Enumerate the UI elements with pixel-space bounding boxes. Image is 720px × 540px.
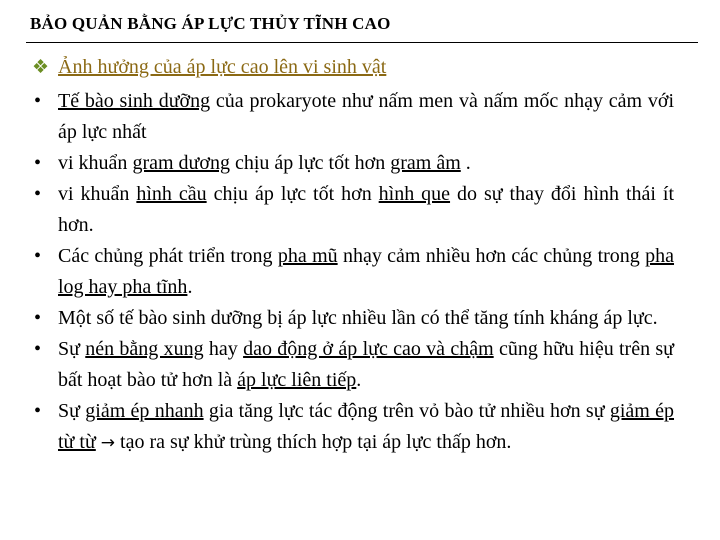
- bullet-item: [34, 303, 674, 334]
- bullet-text: gia tăng lực tác động trên vỏ bào tử nhiều hơn sự: [203, 400, 610, 422]
- bullet-item: [34, 148, 674, 179]
- underlined-term: Tế bào sinh dưỡng: [58, 90, 211, 112]
- bullet-item: [34, 86, 674, 148]
- bullet-list: [34, 86, 674, 459]
- underlined-term: hình cầu: [136, 183, 207, 205]
- bullet-text: .: [356, 369, 362, 391]
- underlined-term: gram âm: [390, 152, 461, 174]
- underlined-term: dao động ở áp lực cao và chậm: [243, 338, 494, 360]
- bullet-text: của prokaryote như nấm men và nấm mốc nhạy cảm với áp lực nhất: [58, 90, 674, 143]
- slide-title: BẢO QUẢN BẰNG ÁP LỰC THỦY TĨNH CAO: [30, 14, 391, 33]
- bullet-text: vi khuẩn: [58, 183, 137, 205]
- underlined-term: áp lực liên tiếp: [237, 369, 357, 391]
- underlined-term: giảm ép từ từ: [58, 400, 675, 453]
- underlined-term: pha mũ: [277, 245, 338, 267]
- title-divider: [26, 42, 698, 43]
- bullet-item: [34, 179, 674, 241]
- bullet-item: [34, 396, 674, 459]
- bullet-text: Một số tế bào sinh dưỡng bị áp lực nhiều lần có thể tăng tính kháng áp lực.: [58, 307, 658, 329]
- bullet-text: Sự: [58, 338, 86, 360]
- right-arrow-icon: →: [100, 433, 116, 453]
- bullet-text: .: [187, 276, 193, 298]
- diamond-bullet-icon: ❖: [32, 57, 50, 78]
- underlined-term: gram dương: [132, 152, 230, 174]
- section-heading: [32, 54, 386, 81]
- bullet-item: [34, 241, 674, 303]
- bullet-text: vi khuẩn: [58, 152, 133, 174]
- bullet-text: chịu áp lực tốt hơn: [206, 183, 379, 205]
- bullet-item: [34, 334, 674, 396]
- bullet-text: tạo ra sự khử trùng thích hợp tại áp lực thấp hơn.: [115, 431, 512, 453]
- section-heading-text: Ảnh hưởng của áp lực cao lên vi sinh vật: [58, 56, 387, 78]
- underlined-term: hình que: [378, 183, 451, 205]
- bullet-text: .: [460, 152, 471, 174]
- bullet-text: do sự thay đổi hình thái ít hơn.: [58, 183, 675, 236]
- bullet-text: Các chủng phát triển trong: [58, 245, 278, 267]
- underlined-term: pha log hay pha tĩnh: [58, 245, 675, 298]
- bullet-text: hay: [203, 338, 244, 360]
- bullet-text: chịu áp lực tốt hơn: [229, 152, 391, 174]
- underlined-term: nén bằng xung: [85, 338, 204, 360]
- bullet-text: Sự: [58, 400, 86, 422]
- underlined-term: giảm ép nhanh: [85, 400, 204, 422]
- bullet-text: cũng hữu hiệu trên sự bất hoạt bào tử hơn là: [58, 338, 674, 391]
- bullet-text: nhạy cảm nhiều hơn các chủng trong: [337, 245, 646, 267]
